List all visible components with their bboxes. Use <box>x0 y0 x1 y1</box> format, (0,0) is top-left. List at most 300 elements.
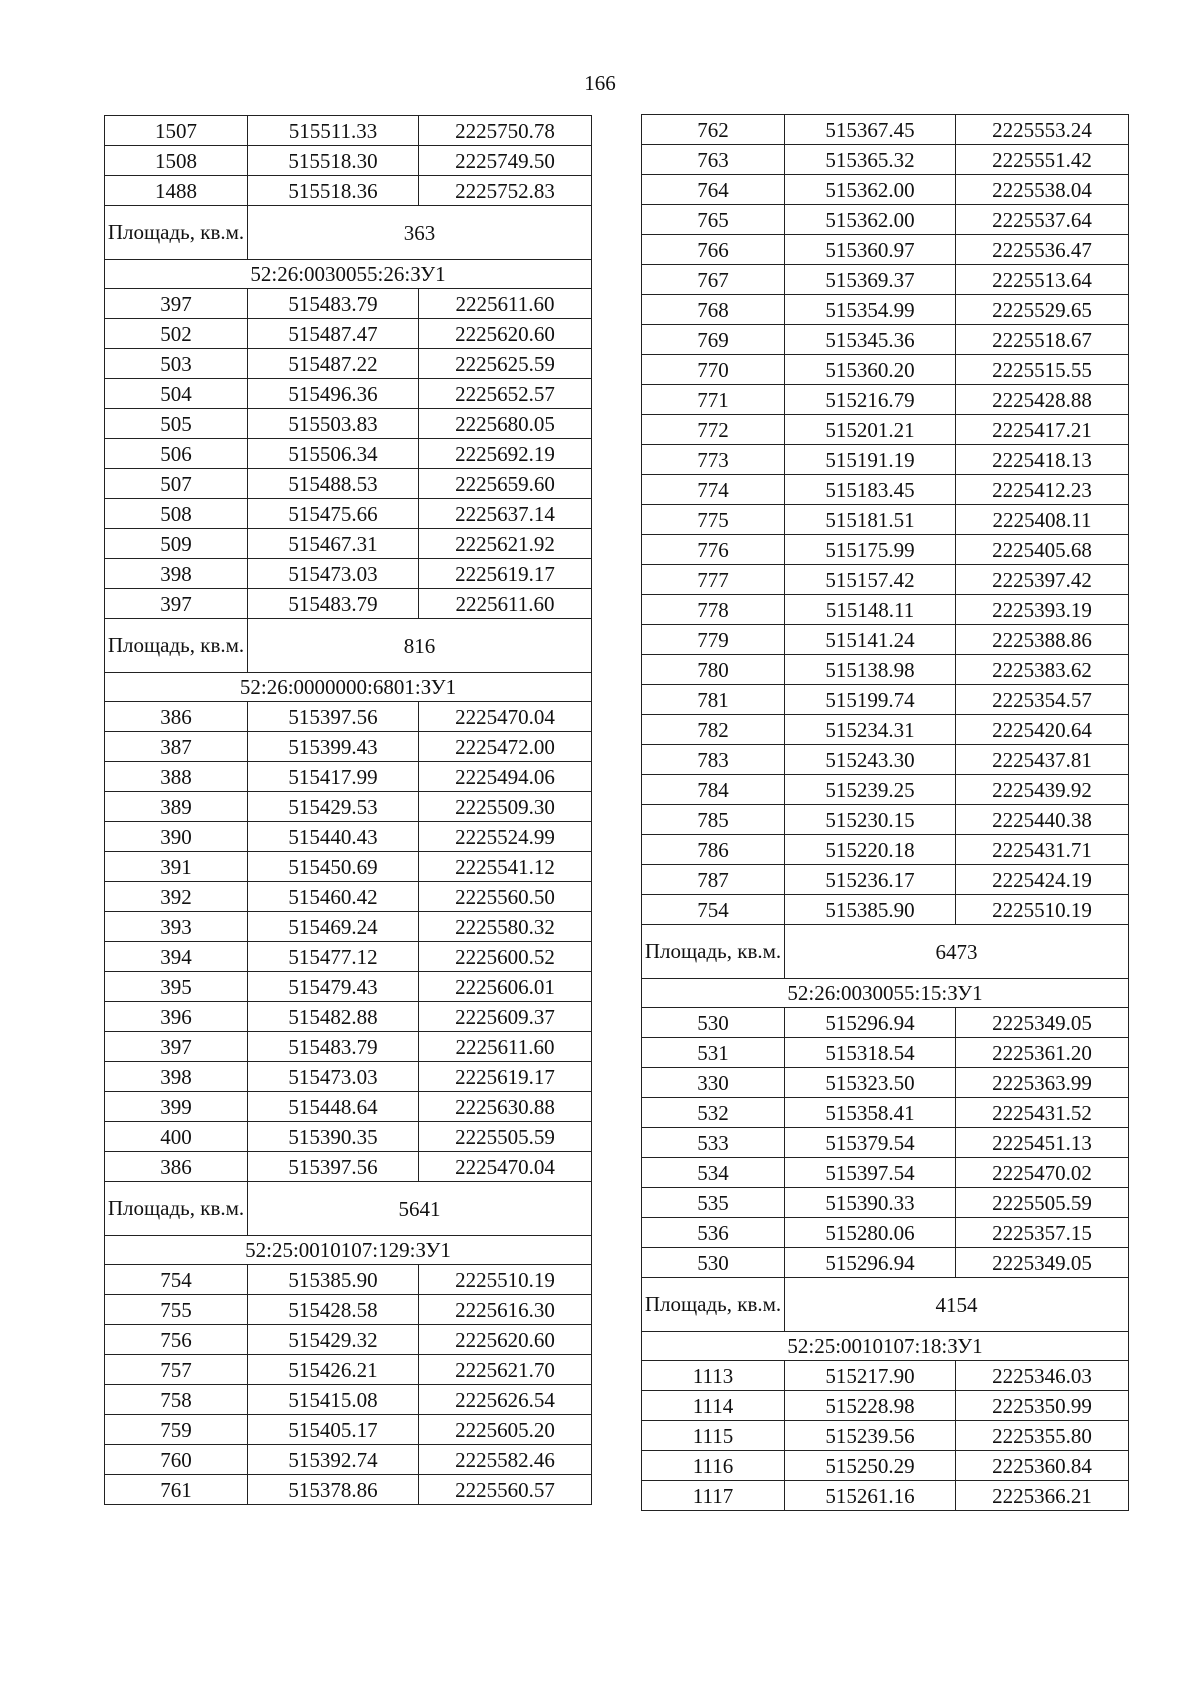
table-row <box>105 822 592 852</box>
table-row <box>642 475 1129 505</box>
point-number: 392 <box>105 882 248 912</box>
point-number: 398 <box>105 559 248 589</box>
x-coordinate: 515201.21 <box>785 415 956 445</box>
point-number: 532 <box>642 1098 785 1128</box>
x-coordinate: 515234.31 <box>785 715 956 745</box>
point-number: 391 <box>105 852 248 882</box>
point-number: 770 <box>642 355 785 385</box>
x-coordinate: 515141.24 <box>785 625 956 655</box>
x-coordinate: 515487.22 <box>248 349 419 379</box>
table-row <box>642 745 1129 775</box>
x-coordinate: 515217.90 <box>785 1361 956 1391</box>
x-coordinate: 515487.47 <box>248 319 419 349</box>
table-row <box>642 115 1129 145</box>
table-row <box>105 882 592 912</box>
table-row <box>105 852 592 882</box>
table-row <box>105 1062 592 1092</box>
point-number: 394 <box>105 942 248 972</box>
x-coordinate: 515181.51 <box>785 505 956 535</box>
table-row <box>105 439 592 469</box>
point-number: 758 <box>105 1385 248 1415</box>
point-number: 396 <box>105 1002 248 1032</box>
y-coordinate: 2225418.13 <box>956 445 1129 475</box>
point-number: 768 <box>642 295 785 325</box>
point-number: 506 <box>105 439 248 469</box>
point-number: 388 <box>105 762 248 792</box>
point-number: 756 <box>105 1325 248 1355</box>
area-row <box>105 1182 592 1236</box>
y-coordinate: 2225536.47 <box>956 235 1129 265</box>
table-row <box>642 595 1129 625</box>
point-number: 762 <box>642 115 785 145</box>
point-number: 534 <box>642 1158 785 1188</box>
y-coordinate: 2225529.65 <box>956 295 1129 325</box>
x-coordinate: 515385.90 <box>785 895 956 925</box>
x-coordinate: 515397.56 <box>248 1152 419 1182</box>
x-coordinate: 515405.17 <box>248 1415 419 1445</box>
table-row <box>105 1002 592 1032</box>
table-row <box>642 235 1129 265</box>
point-number: 393 <box>105 912 248 942</box>
x-coordinate: 515138.98 <box>785 655 956 685</box>
table-row <box>642 655 1129 685</box>
table-row <box>642 1391 1129 1421</box>
x-coordinate: 515399.43 <box>248 732 419 762</box>
table-row <box>642 1421 1129 1451</box>
point-number: 397 <box>105 589 248 619</box>
table-row <box>642 1128 1129 1158</box>
y-coordinate: 2225537.64 <box>956 205 1129 235</box>
point-number: 530 <box>642 1248 785 1278</box>
x-coordinate: 515518.36 <box>248 176 419 206</box>
table-row <box>105 1445 592 1475</box>
y-coordinate: 2225637.14 <box>419 499 592 529</box>
table-row <box>105 529 592 559</box>
y-coordinate: 2225692.19 <box>419 439 592 469</box>
x-coordinate: 515379.54 <box>785 1128 956 1158</box>
y-coordinate: 2225349.05 <box>956 1248 1129 1278</box>
x-coordinate: 515296.94 <box>785 1008 956 1038</box>
point-number: 509 <box>105 529 248 559</box>
y-coordinate: 2225518.67 <box>956 325 1129 355</box>
table-row <box>642 835 1129 865</box>
table-row <box>105 116 592 146</box>
x-coordinate: 515354.99 <box>785 295 956 325</box>
y-coordinate: 2225509.30 <box>419 792 592 822</box>
y-coordinate: 2225621.70 <box>419 1355 592 1385</box>
point-number: 754 <box>642 895 785 925</box>
point-number: 536 <box>642 1218 785 1248</box>
y-coordinate: 2225408.11 <box>956 505 1129 535</box>
x-coordinate: 515360.97 <box>785 235 956 265</box>
point-number: 535 <box>642 1188 785 1218</box>
area-value: 4154 <box>785 1278 1129 1332</box>
table-row <box>642 1361 1129 1391</box>
x-coordinate: 515183.45 <box>785 475 956 505</box>
point-number: 754 <box>105 1265 248 1295</box>
y-coordinate: 2225420.64 <box>956 715 1129 745</box>
area-row <box>642 1278 1129 1332</box>
y-coordinate: 2225600.52 <box>419 942 592 972</box>
table-row <box>105 349 592 379</box>
area-value: 5641 <box>248 1182 592 1236</box>
table-row <box>642 715 1129 745</box>
x-coordinate: 515460.42 <box>248 882 419 912</box>
parcel-header-row <box>105 673 592 702</box>
area-value: 6473 <box>785 925 1129 979</box>
coordinates-table-right <box>641 114 1129 1511</box>
x-coordinate: 515450.69 <box>248 852 419 882</box>
table-row <box>105 942 592 972</box>
x-coordinate: 515148.11 <box>785 595 956 625</box>
x-coordinate: 515415.08 <box>248 1385 419 1415</box>
point-number: 778 <box>642 595 785 625</box>
table-row <box>105 792 592 822</box>
point-number: 1113 <box>642 1361 785 1391</box>
x-coordinate: 515216.79 <box>785 385 956 415</box>
area-label: Площадь, кв.м. <box>105 206 248 260</box>
table-row <box>642 1068 1129 1098</box>
y-coordinate: 2225505.59 <box>419 1122 592 1152</box>
y-coordinate: 2225357.15 <box>956 1218 1129 1248</box>
area-label: Площадь, кв.м. <box>105 619 248 673</box>
y-coordinate: 2225412.23 <box>956 475 1129 505</box>
x-coordinate: 515473.03 <box>248 559 419 589</box>
x-coordinate: 515397.54 <box>785 1158 956 1188</box>
table-row <box>642 775 1129 805</box>
y-coordinate: 2225606.01 <box>419 972 592 1002</box>
point-number: 507 <box>105 469 248 499</box>
y-coordinate: 2225440.38 <box>956 805 1129 835</box>
y-coordinate: 2225620.60 <box>419 1325 592 1355</box>
y-coordinate: 2225750.78 <box>419 116 592 146</box>
x-coordinate: 515261.16 <box>785 1481 956 1511</box>
point-number: 786 <box>642 835 785 865</box>
table-row <box>105 589 592 619</box>
y-coordinate: 2225620.60 <box>419 319 592 349</box>
table-row <box>642 505 1129 535</box>
parcel-cadastral-number: 52:26:0000000:6801:ЗУ1 <box>105 673 592 702</box>
x-coordinate: 515250.29 <box>785 1451 956 1481</box>
point-number: 764 <box>642 175 785 205</box>
x-coordinate: 515518.30 <box>248 146 419 176</box>
y-coordinate: 2225680.05 <box>419 409 592 439</box>
table-row <box>105 912 592 942</box>
point-number: 386 <box>105 1152 248 1182</box>
x-coordinate: 515392.74 <box>248 1445 419 1475</box>
table-row <box>642 625 1129 655</box>
table-row <box>105 559 592 589</box>
y-coordinate: 2225355.80 <box>956 1421 1129 1451</box>
table-row <box>105 289 592 319</box>
x-coordinate: 515483.79 <box>248 589 419 619</box>
y-coordinate: 2225609.37 <box>419 1002 592 1032</box>
x-coordinate: 515239.56 <box>785 1421 956 1451</box>
table-row <box>642 1218 1129 1248</box>
point-number: 774 <box>642 475 785 505</box>
table-row <box>642 175 1129 205</box>
point-number: 757 <box>105 1355 248 1385</box>
parcel-header-row <box>642 979 1129 1008</box>
table-row <box>105 1415 592 1445</box>
table-row <box>642 805 1129 835</box>
x-coordinate: 515323.50 <box>785 1068 956 1098</box>
y-coordinate: 2225630.88 <box>419 1092 592 1122</box>
point-number: 330 <box>642 1068 785 1098</box>
table-row <box>642 895 1129 925</box>
area-value: 816 <box>248 619 592 673</box>
point-number: 776 <box>642 535 785 565</box>
point-number: 769 <box>642 325 785 355</box>
y-coordinate: 2225560.50 <box>419 882 592 912</box>
point-number: 775 <box>642 505 785 535</box>
x-coordinate: 515429.32 <box>248 1325 419 1355</box>
x-coordinate: 515199.74 <box>785 685 956 715</box>
y-coordinate: 2225652.57 <box>419 379 592 409</box>
y-coordinate: 2225431.71 <box>956 835 1129 865</box>
point-number: 782 <box>642 715 785 745</box>
area-label: Площадь, кв.м. <box>642 1278 785 1332</box>
table-row <box>642 385 1129 415</box>
area-row <box>105 206 592 260</box>
x-coordinate: 515239.25 <box>785 775 956 805</box>
point-number: 503 <box>105 349 248 379</box>
y-coordinate: 2225553.24 <box>956 115 1129 145</box>
area-label: Площадь, кв.м. <box>642 925 785 979</box>
area-label: Площадь, кв.м. <box>105 1182 248 1236</box>
table-row <box>642 145 1129 175</box>
table-row <box>105 1355 592 1385</box>
x-coordinate: 515417.99 <box>248 762 419 792</box>
y-coordinate: 2225616.30 <box>419 1295 592 1325</box>
y-coordinate: 2225393.19 <box>956 595 1129 625</box>
point-number: 398 <box>105 1062 248 1092</box>
x-coordinate: 515477.12 <box>248 942 419 972</box>
y-coordinate: 2225472.00 <box>419 732 592 762</box>
y-coordinate: 2225619.17 <box>419 1062 592 1092</box>
table-row <box>105 702 592 732</box>
x-coordinate: 515482.88 <box>248 1002 419 1032</box>
table-row <box>642 265 1129 295</box>
table-row <box>642 1158 1129 1188</box>
point-number: 400 <box>105 1122 248 1152</box>
parcel-cadastral-number: 52:26:0030055:15:ЗУ1 <box>642 979 1129 1008</box>
y-coordinate: 2225515.55 <box>956 355 1129 385</box>
y-coordinate: 2225538.04 <box>956 175 1129 205</box>
point-number: 533 <box>642 1128 785 1158</box>
y-coordinate: 2225524.99 <box>419 822 592 852</box>
y-coordinate: 2225611.60 <box>419 589 592 619</box>
y-coordinate: 2225366.21 <box>956 1481 1129 1511</box>
point-number: 759 <box>105 1415 248 1445</box>
y-coordinate: 2225470.02 <box>956 1158 1129 1188</box>
x-coordinate: 515448.64 <box>248 1092 419 1122</box>
point-number: 1116 <box>642 1451 785 1481</box>
x-coordinate: 515488.53 <box>248 469 419 499</box>
table-row <box>105 1475 592 1505</box>
table-row <box>105 319 592 349</box>
table-row <box>642 565 1129 595</box>
table-row <box>105 409 592 439</box>
x-coordinate: 515358.41 <box>785 1098 956 1128</box>
x-coordinate: 515390.35 <box>248 1122 419 1152</box>
parcel-cadastral-number: 52:25:0010107:129:ЗУ1 <box>105 1236 592 1265</box>
point-number: 760 <box>105 1445 248 1475</box>
y-coordinate: 2225541.12 <box>419 852 592 882</box>
y-coordinate: 2225752.83 <box>419 176 592 206</box>
x-coordinate: 515230.15 <box>785 805 956 835</box>
x-coordinate: 515362.00 <box>785 205 956 235</box>
point-number: 783 <box>642 745 785 775</box>
point-number: 767 <box>642 265 785 295</box>
table-row <box>642 295 1129 325</box>
point-number: 755 <box>105 1295 248 1325</box>
parcel-header-row <box>105 260 592 289</box>
point-number: 1507 <box>105 116 248 146</box>
y-coordinate: 2225619.17 <box>419 559 592 589</box>
table-row <box>642 445 1129 475</box>
x-coordinate: 515475.66 <box>248 499 419 529</box>
coordinates-table-left <box>104 115 592 1505</box>
point-number: 1117 <box>642 1481 785 1511</box>
table-row <box>105 1122 592 1152</box>
point-number: 763 <box>642 145 785 175</box>
x-coordinate: 515428.58 <box>248 1295 419 1325</box>
x-coordinate: 515236.17 <box>785 865 956 895</box>
y-coordinate: 2225605.20 <box>419 1415 592 1445</box>
table-row <box>642 205 1129 235</box>
x-coordinate: 515191.19 <box>785 445 956 475</box>
y-coordinate: 2225625.59 <box>419 349 592 379</box>
y-coordinate: 2225510.19 <box>419 1265 592 1295</box>
y-coordinate: 2225749.50 <box>419 146 592 176</box>
table-row <box>642 1008 1129 1038</box>
y-coordinate: 2225417.21 <box>956 415 1129 445</box>
point-number: 389 <box>105 792 248 822</box>
y-coordinate: 2225494.06 <box>419 762 592 792</box>
x-coordinate: 515318.54 <box>785 1038 956 1068</box>
y-coordinate: 2225397.42 <box>956 565 1129 595</box>
point-number: 531 <box>642 1038 785 1068</box>
y-coordinate: 2225437.81 <box>956 745 1129 775</box>
table-row <box>105 1325 592 1355</box>
y-coordinate: 2225405.68 <box>956 535 1129 565</box>
y-coordinate: 2225611.60 <box>419 1032 592 1062</box>
x-coordinate: 515157.42 <box>785 565 956 595</box>
point-number: 771 <box>642 385 785 415</box>
table-row <box>105 1092 592 1122</box>
table-row <box>642 685 1129 715</box>
y-coordinate: 2225510.19 <box>956 895 1129 925</box>
point-number: 777 <box>642 565 785 595</box>
area-row <box>642 925 1129 979</box>
x-coordinate: 515483.79 <box>248 1032 419 1062</box>
x-coordinate: 515506.34 <box>248 439 419 469</box>
point-number: 766 <box>642 235 785 265</box>
table-row <box>105 762 592 792</box>
point-number: 761 <box>105 1475 248 1505</box>
page-number: 166 <box>584 71 616 95</box>
table-row <box>105 1265 592 1295</box>
table-row <box>105 146 592 176</box>
point-number: 504 <box>105 379 248 409</box>
point-number: 505 <box>105 409 248 439</box>
x-coordinate: 515365.32 <box>785 145 956 175</box>
y-coordinate: 2225505.59 <box>956 1188 1129 1218</box>
x-coordinate: 515511.33 <box>248 116 419 146</box>
point-number: 530 <box>642 1008 785 1038</box>
point-number: 781 <box>642 685 785 715</box>
y-coordinate: 2225580.32 <box>419 912 592 942</box>
table-row <box>642 1188 1129 1218</box>
y-coordinate: 2225383.62 <box>956 655 1129 685</box>
parcel-cadastral-number: 52:25:0010107:18:ЗУ1 <box>642 1332 1129 1361</box>
point-number: 399 <box>105 1092 248 1122</box>
point-number: 780 <box>642 655 785 685</box>
point-number: 773 <box>642 445 785 475</box>
table-row <box>105 1385 592 1415</box>
table-row <box>642 325 1129 355</box>
y-coordinate: 2225470.04 <box>419 1152 592 1182</box>
y-coordinate: 2225513.64 <box>956 265 1129 295</box>
x-coordinate: 515243.30 <box>785 745 956 775</box>
table-row <box>642 355 1129 385</box>
y-coordinate: 2225626.54 <box>419 1385 592 1415</box>
table-row <box>642 535 1129 565</box>
table-row <box>105 1295 592 1325</box>
table-row <box>105 469 592 499</box>
x-coordinate: 515362.00 <box>785 175 956 205</box>
point-number: 397 <box>105 289 248 319</box>
point-number: 787 <box>642 865 785 895</box>
x-coordinate: 515378.86 <box>248 1475 419 1505</box>
table-row <box>105 972 592 1002</box>
table-row <box>105 732 592 762</box>
y-coordinate: 2225431.52 <box>956 1098 1129 1128</box>
y-coordinate: 2225361.20 <box>956 1038 1129 1068</box>
point-number: 387 <box>105 732 248 762</box>
x-coordinate: 515385.90 <box>248 1265 419 1295</box>
x-coordinate: 515228.98 <box>785 1391 956 1421</box>
x-coordinate: 515390.33 <box>785 1188 956 1218</box>
y-coordinate: 2225388.86 <box>956 625 1129 655</box>
y-coordinate: 2225621.92 <box>419 529 592 559</box>
table-row <box>105 499 592 529</box>
parcel-header-row <box>642 1332 1129 1361</box>
point-number: 779 <box>642 625 785 655</box>
y-coordinate: 2225349.05 <box>956 1008 1129 1038</box>
table-row <box>642 1098 1129 1128</box>
point-number: 1488 <box>105 176 248 206</box>
area-value: 363 <box>248 206 592 260</box>
x-coordinate: 515469.24 <box>248 912 419 942</box>
point-number: 784 <box>642 775 785 805</box>
table-row <box>105 1152 592 1182</box>
y-coordinate: 2225659.60 <box>419 469 592 499</box>
y-coordinate: 2225350.99 <box>956 1391 1129 1421</box>
x-coordinate: 515479.43 <box>248 972 419 1002</box>
y-coordinate: 2225582.46 <box>419 1445 592 1475</box>
point-number: 772 <box>642 415 785 445</box>
table-row <box>642 1481 1129 1511</box>
y-coordinate: 2225551.42 <box>956 145 1129 175</box>
table-row <box>642 1038 1129 1068</box>
x-coordinate: 515220.18 <box>785 835 956 865</box>
x-coordinate: 515473.03 <box>248 1062 419 1092</box>
x-coordinate: 515345.36 <box>785 325 956 355</box>
y-coordinate: 2225470.04 <box>419 702 592 732</box>
point-number: 1115 <box>642 1421 785 1451</box>
